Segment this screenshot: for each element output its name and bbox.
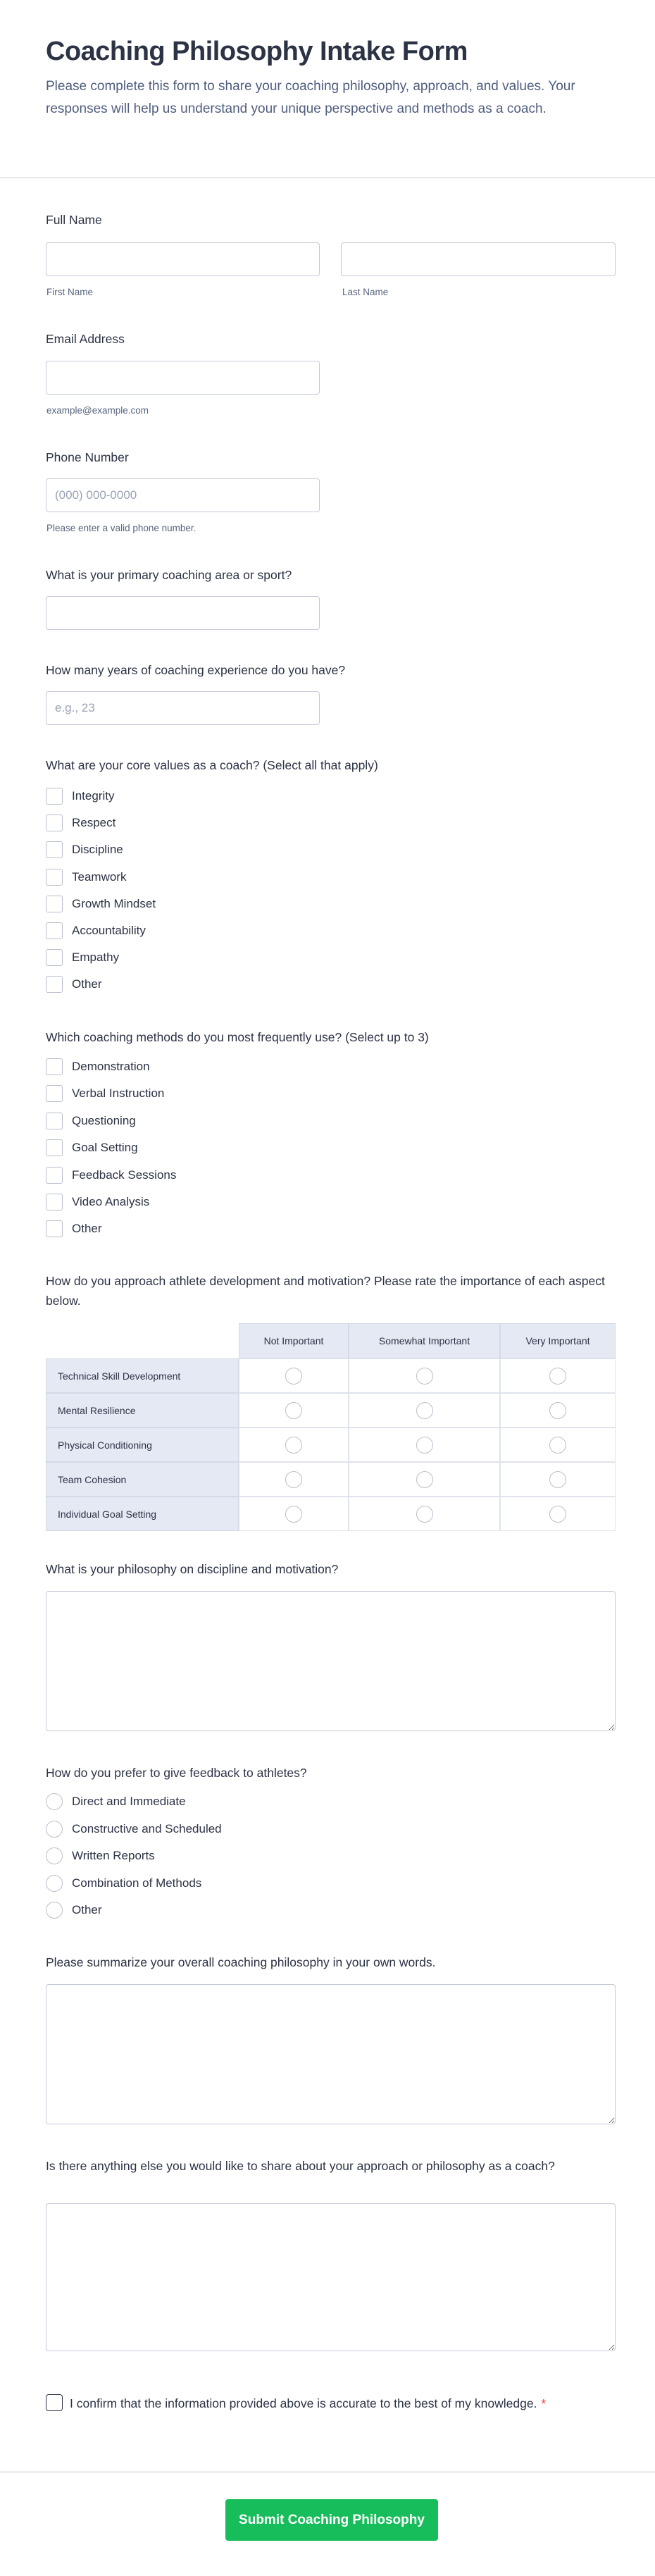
matrix-label: How do you approach athlete development and motivation? Please rate the importance of each aspect below. bbox=[46, 1274, 605, 1308]
footer-divider bbox=[0, 2471, 655, 2473]
checkbox[interactable] bbox=[46, 841, 63, 858]
checkbox[interactable] bbox=[46, 1085, 63, 1102]
summary-textarea[interactable] bbox=[46, 1984, 616, 2124]
checkbox[interactable] bbox=[46, 1194, 63, 1210]
summary-label: Please summarize your overall coaching philosophy in your own words. bbox=[46, 1955, 436, 1969]
feedback-option[interactable] bbox=[46, 1847, 155, 1865]
core-values-option[interactable] bbox=[46, 814, 116, 832]
matrix-cell bbox=[349, 1428, 500, 1462]
discipline-label: What is your philosophy on discipline and motivation? bbox=[46, 1562, 339, 1576]
matrix-cell bbox=[239, 1393, 349, 1428]
option-label: Constructive and Scheduled bbox=[72, 1821, 222, 1835]
option-label: Other bbox=[72, 1222, 102, 1236]
matrix-radio-button[interactable] bbox=[416, 1471, 433, 1488]
feedback-option[interactable] bbox=[46, 1820, 222, 1838]
matrix-cell bbox=[500, 1428, 616, 1462]
option-label: Accountability bbox=[72, 924, 146, 937]
sport-label: What is your primary coaching area or sport? bbox=[46, 568, 292, 582]
option-label: Teamwork bbox=[72, 869, 127, 884]
matrix-radio-button[interactable] bbox=[549, 1368, 566, 1385]
anything-else-textarea[interactable] bbox=[46, 2203, 616, 2351]
option-label: Growth Mindset bbox=[72, 896, 156, 910]
confirm-checkbox[interactable] bbox=[46, 2394, 63, 2411]
checkbox[interactable] bbox=[46, 869, 63, 886]
first-name-input[interactable] bbox=[46, 242, 320, 276]
radio-button[interactable] bbox=[46, 1821, 63, 1838]
submit-button[interactable]: Submit Coaching Philosophy bbox=[225, 2499, 438, 2541]
option-label: Video Analysis bbox=[72, 1195, 150, 1208]
core-values-option[interactable] bbox=[46, 787, 114, 805]
matrix-radio-button[interactable] bbox=[285, 1506, 302, 1523]
email-label: Email Address bbox=[46, 332, 125, 346]
core-values-label: What are your core values as a coach? (Select all that apply) bbox=[46, 758, 378, 772]
full-name-label: Full Name bbox=[46, 213, 102, 227]
feedback-option[interactable] bbox=[46, 1874, 201, 1893]
option-label: Combination of Methods bbox=[72, 1876, 202, 1890]
methods-option[interactable] bbox=[46, 1058, 150, 1076]
matrix-radio-button[interactable] bbox=[416, 1368, 433, 1385]
years-label: How many years of coaching experience do you have? bbox=[46, 663, 346, 677]
core-values-option[interactable] bbox=[46, 922, 146, 940]
matrix-row-label: Technical Skill Development bbox=[46, 1358, 239, 1393]
matrix-radio-button[interactable] bbox=[549, 1471, 566, 1488]
checkbox[interactable] bbox=[46, 1220, 63, 1237]
option-label: Discipline bbox=[72, 843, 123, 857]
checkbox[interactable] bbox=[46, 1167, 63, 1184]
option-label: Other bbox=[72, 977, 102, 991]
option-label: Goal Setting bbox=[72, 1141, 138, 1155]
matrix-cell bbox=[500, 1497, 616, 1531]
feedback-option[interactable] bbox=[46, 1792, 186, 1811]
option-label: Respect bbox=[72, 816, 116, 830]
importance-matrix bbox=[46, 1323, 616, 1531]
required-mark: * bbox=[541, 2396, 547, 2410]
core-values-option[interactable] bbox=[46, 975, 102, 993]
core-values-option[interactable] bbox=[46, 948, 119, 967]
matrix-radio-button[interactable] bbox=[285, 1471, 302, 1488]
option-label: Questioning bbox=[72, 1113, 136, 1127]
matrix-cell bbox=[500, 1358, 616, 1393]
matrix-row-label: Individual Goal Setting bbox=[46, 1497, 239, 1531]
matrix-cell bbox=[500, 1393, 616, 1428]
matrix-cell bbox=[239, 1462, 349, 1497]
matrix-radio-button[interactable] bbox=[549, 1437, 566, 1454]
confirm-label: I confirm that the information provided above is accurate to the best of my knowledge. bbox=[70, 2396, 537, 2410]
option-label: Empathy bbox=[72, 950, 120, 965]
discipline-textarea[interactable] bbox=[46, 1591, 616, 1731]
checkbox[interactable] bbox=[46, 815, 63, 831]
matrix-cell bbox=[349, 1358, 500, 1393]
option-label: Integrity bbox=[72, 789, 115, 803]
header-divider bbox=[0, 177, 655, 178]
email-input[interactable] bbox=[46, 361, 320, 395]
form-title: Coaching Philosophy Intake Form bbox=[46, 37, 468, 66]
matrix-cell bbox=[349, 1393, 500, 1428]
sport-input[interactable] bbox=[46, 596, 320, 630]
matrix-column-header: Somewhat Important bbox=[349, 1323, 500, 1358]
matrix-row-label: Team Cohesion bbox=[46, 1462, 239, 1497]
option-label: Written Reports bbox=[72, 1849, 155, 1862]
matrix-cell bbox=[349, 1497, 500, 1531]
email-sublabel: example@example.com bbox=[46, 405, 149, 416]
matrix-radio-button[interactable] bbox=[285, 1437, 302, 1454]
matrix-radio-button[interactable] bbox=[285, 1368, 302, 1385]
radio-button[interactable] bbox=[46, 1902, 63, 1919]
confirm-field bbox=[46, 2394, 553, 2413]
option-label: Other bbox=[72, 1903, 102, 1916]
checkbox[interactable] bbox=[46, 949, 63, 966]
methods-label: Which coaching methods do you most frequently use? (Select up to 3) bbox=[46, 1030, 429, 1044]
option-label: Feedback Sessions bbox=[72, 1168, 177, 1182]
matrix-row bbox=[46, 1393, 616, 1428]
matrix-cell bbox=[349, 1462, 500, 1497]
radio-button[interactable] bbox=[46, 1875, 63, 1892]
checkbox[interactable] bbox=[46, 1113, 63, 1129]
matrix-row bbox=[46, 1358, 616, 1393]
option-label: Direct and Immediate bbox=[72, 1795, 186, 1808]
phone-label: Phone Number bbox=[46, 450, 129, 464]
matrix-column-header: Very Important bbox=[500, 1323, 616, 1358]
form-description: Please complete this form to share your coaching philosophy, approach, and values. Your responses will help us understand your unique perspective and methods as a coach. bbox=[46, 79, 575, 116]
matrix-row-label: Physical Conditioning bbox=[46, 1428, 239, 1462]
methods-option[interactable] bbox=[46, 1139, 138, 1157]
matrix-radio-button[interactable] bbox=[416, 1402, 433, 1419]
matrix-column-header: Not Important bbox=[239, 1323, 349, 1358]
methods-option[interactable] bbox=[46, 1220, 102, 1238]
core-values-option[interactable] bbox=[46, 841, 123, 859]
matrix-corner bbox=[46, 1323, 239, 1358]
checkbox[interactable] bbox=[46, 922, 63, 939]
feedback-label: How do you prefer to give feedback to athletes? bbox=[46, 1766, 307, 1780]
matrix-radio-button[interactable] bbox=[416, 1506, 433, 1523]
matrix-radio-button[interactable] bbox=[549, 1402, 566, 1419]
matrix-row bbox=[46, 1462, 616, 1497]
phone-input[interactable] bbox=[46, 478, 320, 512]
checkbox[interactable] bbox=[46, 896, 63, 912]
first-name-sublabel: First Name bbox=[46, 287, 94, 297]
core-values-option[interactable] bbox=[46, 895, 156, 913]
radio-button[interactable] bbox=[46, 1793, 63, 1810]
methods-option[interactable] bbox=[46, 1166, 176, 1184]
matrix-radio-button[interactable] bbox=[549, 1506, 566, 1523]
matrix-cell bbox=[239, 1428, 349, 1462]
matrix-radio-button[interactable] bbox=[416, 1437, 433, 1454]
checkbox[interactable] bbox=[46, 1058, 63, 1075]
methods-option[interactable] bbox=[46, 1084, 164, 1103]
option-label: Demonstration bbox=[72, 1060, 150, 1073]
matrix-radio-button[interactable] bbox=[285, 1402, 302, 1419]
methods-option[interactable] bbox=[46, 1112, 136, 1130]
matrix-cell bbox=[239, 1358, 349, 1393]
option-label: Verbal Instruction bbox=[72, 1086, 165, 1101]
phone-hint: Please enter a valid phone number. bbox=[46, 523, 196, 533]
last-name-input[interactable] bbox=[341, 242, 616, 276]
years-input[interactable] bbox=[46, 691, 320, 725]
core-values-option[interactable] bbox=[46, 868, 126, 886]
anything-else-label: Is there anything else you would like to share about your approach or philosophy as a coach? bbox=[46, 2159, 555, 2173]
checkbox[interactable] bbox=[46, 1139, 63, 1156]
feedback-option[interactable] bbox=[46, 1901, 102, 1919]
checkbox[interactable] bbox=[46, 976, 63, 993]
radio-button[interactable] bbox=[46, 1847, 63, 1864]
matrix-row bbox=[46, 1428, 616, 1462]
methods-option[interactable] bbox=[46, 1193, 149, 1211]
matrix-row-label: Mental Resilience bbox=[46, 1393, 239, 1428]
checkbox[interactable] bbox=[46, 788, 63, 805]
matrix-row bbox=[46, 1497, 616, 1531]
matrix-cell bbox=[239, 1497, 349, 1531]
matrix-cell bbox=[500, 1462, 616, 1497]
last-name-sublabel: Last Name bbox=[342, 287, 389, 297]
